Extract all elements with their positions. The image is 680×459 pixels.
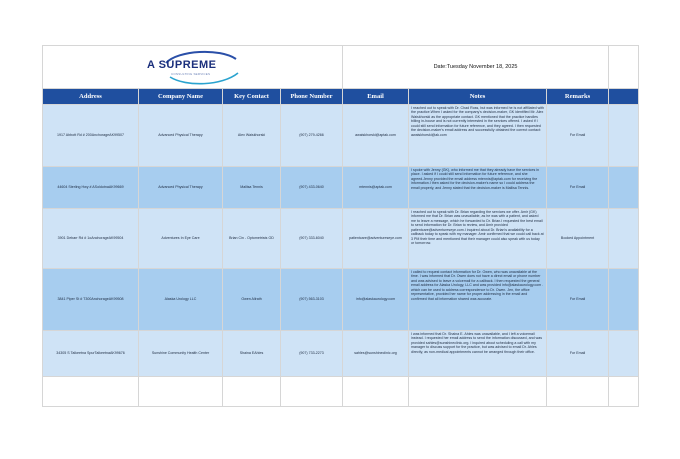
empty-cell[interactable] <box>609 167 639 209</box>
contact-cell[interactable]: Brian Cin - Optometrists OD <box>223 209 281 269</box>
empty-cell[interactable] <box>343 377 409 407</box>
date-label: Date:Tuesday November 18, 2025 <box>343 46 609 89</box>
contact-cell[interactable]: Owen Allrath <box>223 269 281 331</box>
phone-cell[interactable]: (907) 433-0640 <box>281 167 343 209</box>
table-row <box>43 105 639 167</box>
company-cell[interactable]: Sunshine Community Health Center <box>139 331 223 377</box>
company-cell[interactable]: Advanced Physical Therapy <box>139 105 223 167</box>
notes-cell[interactable]: I was informed that Dr. Shaina E. Ahles was unavailable, and I left a voicemail instead. I requested her email address to send the information discussed, and was provided sahles@sunshineclinic.org. I inquired about scheduling a call with my manager to discuss support for the practice, but was advised to email Dr. Ahles directly, as non-medical appointments cannot be arranged through their office. <box>409 331 547 377</box>
remarks-cell[interactable]: For Email <box>547 105 609 167</box>
title-row <box>43 46 639 89</box>
empty-cell[interactable] <box>43 377 139 407</box>
empty-cell[interactable] <box>609 209 639 269</box>
address-cell[interactable]: 1917 Abbott Rd # 200AnchorageAK99507 <box>43 105 139 167</box>
phone-cell[interactable]: (907) 563-3103 <box>281 269 343 331</box>
company-logo <box>43 46 342 88</box>
header-key-contact[interactable]: Key Contact <box>223 89 281 105</box>
company-cell[interactable]: Adventures In Eye Care <box>139 209 223 269</box>
table-row <box>43 167 639 209</box>
header-row <box>43 89 639 105</box>
header-address[interactable]: Address <box>43 89 139 105</box>
company-cell[interactable]: Advanced Physical Therapy <box>139 167 223 209</box>
empty-cell[interactable] <box>223 377 281 407</box>
company-cell[interactable]: Alaska Urology LLC <box>139 269 223 331</box>
contact-cell[interactable]: Alex Waiskhorski <box>223 105 281 167</box>
spreadsheet-table <box>42 45 639 407</box>
phone-cell[interactable]: (907) 279-4266 <box>281 105 343 167</box>
header-remarks[interactable]: Remarks <box>547 89 609 105</box>
remarks-cell[interactable]: For Email <box>547 167 609 209</box>
header-empty[interactable] <box>609 89 639 105</box>
header-notes[interactable]: Notes <box>409 89 547 105</box>
logo-text: A SUPREME <box>147 59 217 71</box>
notes-cell[interactable]: I reached out to speak with Dr. Brian regarding the services we offer. Amir (GK) informed me that Dr. Brian was unavailable, as he was with a patient, and asked me to leave a message, which he forwarded to Dr. Brian.I requested the best email to send information for Dr. Brian to review, and Amir provided patientcare@adventureseye.com.I inquired about Dr. Brian's availability for a callback today to speak with my manager. Amir confirmed that we could call back at 3 PM their time and mentioned that their manager could also speak with us today or tomorrow. <box>409 209 547 269</box>
empty-cell[interactable] <box>547 377 609 407</box>
empty-cell[interactable] <box>139 377 223 407</box>
header-company-name[interactable]: Company Name <box>139 89 223 105</box>
remarks-cell[interactable]: For Email <box>547 331 609 377</box>
remarks-cell[interactable]: Booked Appointment <box>547 209 609 269</box>
remarks-cell[interactable]: For Email <box>547 269 609 331</box>
phone-cell[interactable]: (907) 333-6040 <box>281 209 343 269</box>
address-cell[interactable]: 44604 Sterling Hwy # ASoldotnaAK99669 <box>43 167 139 209</box>
empty-cell[interactable] <box>409 377 547 407</box>
email-cell[interactable]: sahles@sunshineclinic.org <box>343 331 409 377</box>
email-cell[interactable]: info@alaskaurology.com <box>343 269 409 331</box>
email-cell[interactable]: patientcare@adventureseye.com <box>343 209 409 269</box>
address-cell[interactable]: 3901 Debarr Rd # 1oAnchorageAK99504 <box>43 209 139 269</box>
logo-subtext: CONSULTING SERVICES <box>171 72 211 76</box>
header-email[interactable]: Email <box>343 89 409 105</box>
empty-cell[interactable] <box>609 46 639 89</box>
table-row <box>43 269 639 331</box>
empty-row <box>43 377 639 407</box>
email-cell[interactable]: mtennis@aptak.com <box>343 167 409 209</box>
empty-cell[interactable] <box>609 377 639 407</box>
notes-cell[interactable]: I spoke with Jenny (GK), who informed me that they already have the services in place. I asked if I could still send information for future reference, and she agreed.Jenny provided the email address mtennis@aptak.com for receiving the information.I then asked for the decision-maker's name so I could address the email properly, and Jenny stated that the decision-maker is Mallisa Tennis. <box>409 167 547 209</box>
address-cell[interactable]: 34305 S Talkeetna SpurTalkeetnaAK99676 <box>43 331 139 377</box>
phone-cell[interactable]: (907) 733-2273 <box>281 331 343 377</box>
empty-cell[interactable] <box>609 269 639 331</box>
empty-cell[interactable] <box>281 377 343 407</box>
table-row <box>43 209 639 269</box>
notes-cell[interactable]: I reached out to speak with Dr. Chad Ross, but was informed he is not affiliated with the practice.When I asked for the company's decision-maker, GK identified Mr. Alex Waiskhorski as the appropriate contact. GK mentioned that the practice handles billing in-house and is not currently interested in the services offered. I asked if I could still send information for future reference, and they agreed. I then requested the decision-maker's email address and successfully obtained the correct contact: awaiskhorski@ak.com <box>409 105 547 167</box>
header-phone-number[interactable]: Phone Number <box>281 89 343 105</box>
email-cell[interactable]: awaiskhorski@aptak.com <box>343 105 409 167</box>
address-cell[interactable]: 3841 Piper St # T300AnchorageAK99508 <box>43 269 139 331</box>
logo-cell <box>43 46 343 89</box>
notes-cell[interactable]: I called to request contact information for Dr. Owen, who was unavailable at the time. I was informed that Dr. Owen does not have a direct email or phone number and was advised to leave a voicemail for a callback. I then requested the general email address for Alaska Urology, LLC and was provided info@alaskaurology.com . which can be used to address correspondence to Dr. Owen. Jen, the office representative, provided her name for proper addressing in the email and confirmed that all information shared was accurate. <box>409 269 547 331</box>
empty-cell[interactable] <box>609 105 639 167</box>
contact-cell[interactable]: Shaina EAhles <box>223 331 281 377</box>
empty-cell[interactable] <box>609 331 639 377</box>
table-row <box>43 331 639 377</box>
contact-cell[interactable]: Mallisa Tennis <box>223 167 281 209</box>
